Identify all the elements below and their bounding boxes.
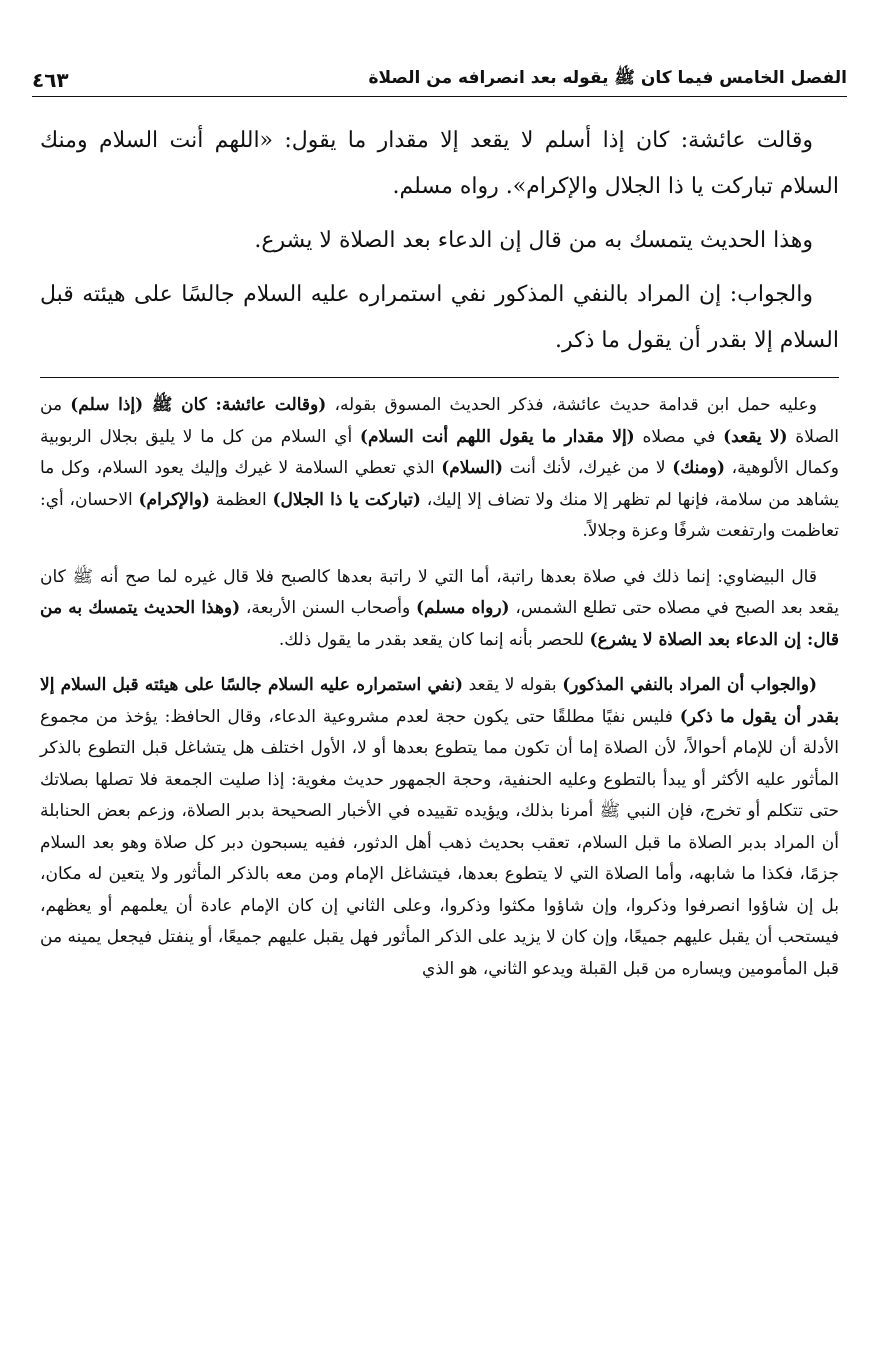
quoted-text: (تباركت يا ذا الجلال) — [272, 489, 421, 510]
commentary-text: في مصلاه — [634, 426, 724, 447]
commentary-text: لا من غيرك، لأنك أنت — [503, 458, 673, 478]
commentary-paragraph — [40, 390, 839, 548]
commentary-text: الاحسان، أي: تعاظمت وارتفعت شرفًا وعزة وجلالاً. — [40, 489, 839, 541]
main-paragraph: والجواب: إن المراد بالنفي المذكور نفي استمراره عليه السلام جالسًا على هيئته قبل السلام إلا بقدر أن يقول ما ذكر. — [40, 282, 839, 353]
page-number: ٤٦٣ — [32, 68, 69, 92]
quoted-text: (إلا مقدار ما يقول اللهم أنت السلام) — [359, 426, 635, 447]
running-title: الفصل الخامس فيما كان ﷺ يقوله بعد انصرافه من الصلاة — [368, 68, 847, 88]
commentary-text: الذي تعطي السلامة لا غيرك وإليك يعود السلام، وكل ما يشاهد من سلامة، فإنها لم تظهر إلا منك ولا تضاف إلا إليك، — [40, 458, 839, 510]
quoted-text: (ومنك) — [672, 458, 726, 478]
commentary-paragraph — [40, 670, 839, 985]
footnote-separator — [40, 377, 839, 378]
commentary-text: للحصر بأنه إنما كان يقعد بقدر ما يقول ذلك. — [278, 629, 590, 650]
quoted-text: (والإكرام) — [138, 489, 210, 510]
commentary-text: فليس نفيًا مطلقًا حتى يكون حجة لعدم مشروعية الدعاء، وقال الحافظ: يؤخذ من مجموع الأدلة أن للإمام أحوالاً، لأن الصلاة إما أن تكون مما يتطوع بعدها أو لا، الأول اختلف هل يتشاغل قبل التطوع بالذكر المأثور عليه الأكثر أو يبدأ بالتطوع وعليه الحنفية، وحجة الجمهور حديث مغوية: إذا صليت الجمعة فلا تصلها بصلاتك حتى تتكلم أو تخرج، فإن النبي ﷺ أمرنا بذلك، ويؤيده تقييده في الأخبار الصحيحة بدبر الصلاة، وزعم بعض الحنابلة أن المراد بدبر الصلاة ما قبل السلام، تعقب بحديث ذهب أهل الدثور، ففيه يسبحون دبر كل صلاة وهو بعد السلام جزمًا، فكذا ما شابهه، وأما الصلاة التي لا يتطوع بعدها، فيتشاغل الإمام ومن معه بالذكر المأثور ولا يتعين له مكان، بل إن شاؤوا انصرفوا وذكروا، وإن شاؤوا مكثوا وذكروا، وعلى الثاني إن كان الإمام عادة أن يعلمهم أو يعظهم، فيستحب أن يقبل عليهم جميعًا، وإن كان لا يزيد على الذكر المأثور فهل يقبل عليهم جميعًا، أو ينفتل فيجعل يمينه من قبل المأمومين ويساره من قبل القبلة ويدعو الثاني، هو الذي — [40, 706, 839, 979]
commentary-text: قال البيضاوي: إنما ذلك في صلاة بعدها راتبة، أما التي لا راتبة بعدها كالصبح فلا قال غيره لما صح أنه ﷺ كان يقعد بعد الصبح في مصلاه حتى تطلع الشمس، — [40, 566, 839, 618]
quoted-text: (السلام) — [441, 458, 504, 478]
quoted-text: (وهذا الحديث يتمسك به من قال: إن الدعاء بعد الصلاة لا يشرع) — [40, 598, 839, 650]
quoted-text: (لا يقعد) — [723, 426, 788, 447]
commentary-text: من الصلاة — [40, 395, 839, 447]
commentary-text: وعليه حمل ابن قدامة حديث عائشة، فذكر الحديث المسوق بقوله، — [326, 395, 817, 415]
commentary-text: وأصحاب السنن الأربعة، — [240, 598, 416, 618]
commentary-text: أي السلام من كل ما لا يليق بجلال الربوبية وكمال الألوهية، — [40, 426, 839, 478]
commentary-paragraph — [40, 562, 839, 657]
quoted-text: (والجواب أن المراد بالنفي المذكور) — [562, 675, 817, 695]
commentary-text: العظمة — [209, 489, 273, 510]
quoted-text: (نفي استمراره عليه السلام جالسًا على هيئته قبل السلام إلا بقدر أن يقول ما ذكر) — [40, 675, 839, 727]
page-header — [32, 56, 847, 97]
main-text — [40, 118, 839, 372]
quoted-text: (رواه مسلم) — [415, 598, 510, 618]
main-paragraph: وهذا الحديث يتمسك به من قال إن الدعاء بعد الصلاة لا يشرع. — [254, 228, 813, 253]
commentary — [40, 390, 839, 999]
commentary-text: بقوله لا يقعد — [463, 675, 563, 695]
quoted-text: (وقالت عائشة: كان ﷺ (إذا سلم) — [70, 395, 327, 415]
main-paragraph: وقالت عائشة: كان إذا أسلم لا يقعد إلا مقدار ما يقول: «اللهم أنت السلام ومنك السلام تباركت يا ذا الجلال والإكرام». رواه مسلم. — [40, 128, 839, 199]
